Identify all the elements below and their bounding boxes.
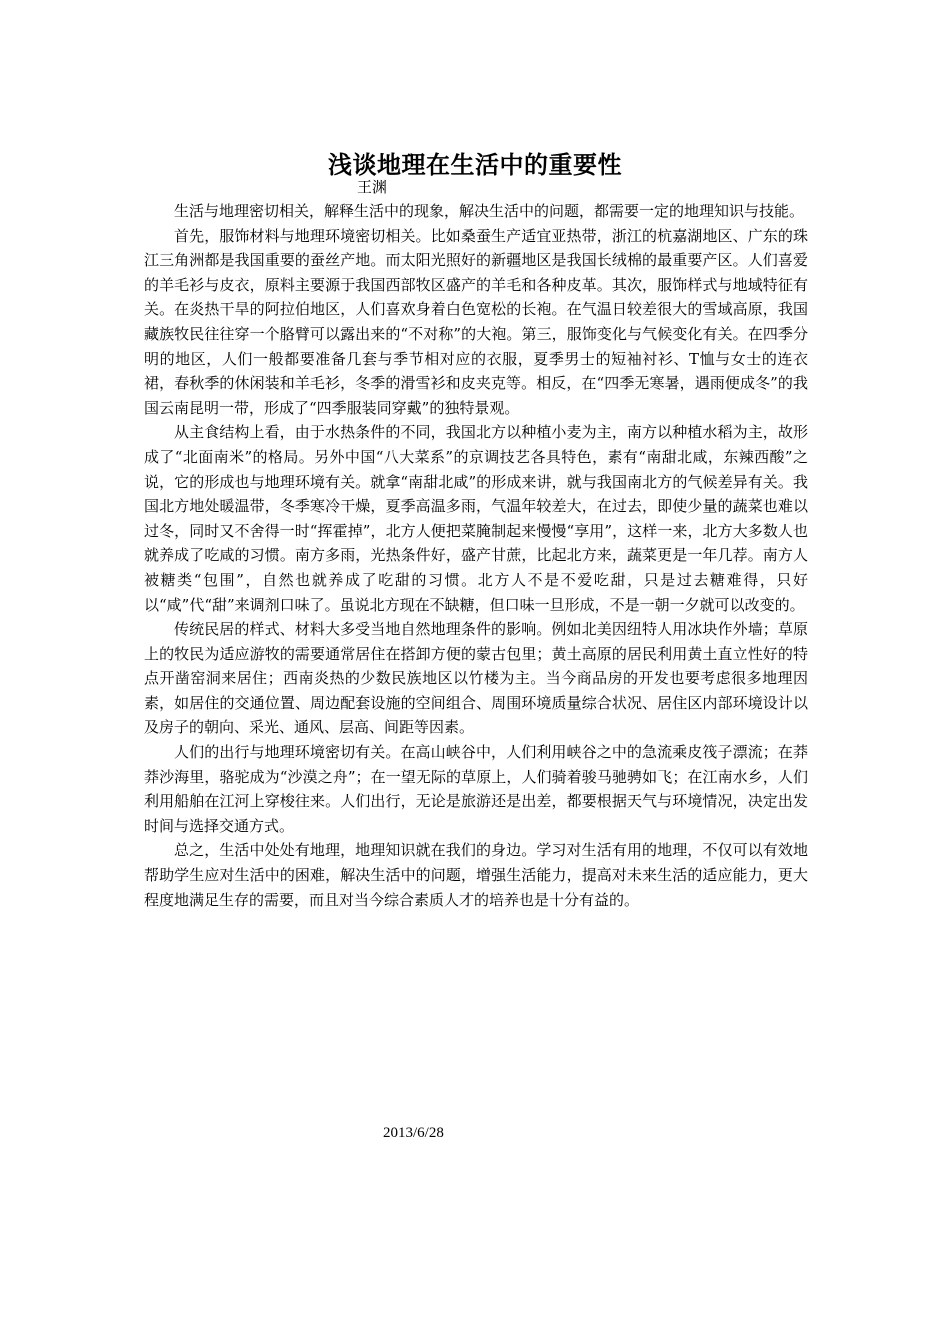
paragraph-conclusion: 总之，生活中处处有地理，地理知识就在我们的身边。学习对生活有用的地理，不仅可以有效地帮助学生应对生活中的困难，解决生活中的问题，增强生活能力，提高对未来生活的适应能力，更大程度地满足生存的需要，而且对当今综合素质人才的培养也是十分有益的。: [144, 841, 808, 909]
document-body: [144, 199, 808, 912]
document-title: 浅谈地理在生活中的重要性: [328, 150, 622, 180]
author-name: 王渊: [357, 178, 388, 196]
paragraph-travel: 人们的出行与地理环境密切有关。在高山峡谷中，人们利用峡谷之中的急流乘皮筏子漂流；在莽莽沙海里，骆驼成为“沙漠之舟”；在一望无际的草原上，人们骑着骏马驰骋如飞；在江南水乡，人们利用船舶在江河上穿梭往来。人们出行，无论是旅游还是出差，都要根据天气与环境情况，决定出发时间与选择交通方式。: [144, 743, 808, 835]
paragraph-food: 从主食结构上看，由于水热条件的不同，我国北方以种植小麦为主，南方以种植水稻为主，故形成了“北面南米”的格局。另外中国“八大菜系”的京调技艺各具特色，素有“南甜北咸，东辣西酸”之说，它的形成也与地理环境有关。就拿“南甜北咸”的形成来讲，就与我国南北方的气候差异有关。我国北方地处暖温带，冬季寒冷干燥，夏季高温多雨，气温年较差大，在过去，即使少量的蔬菜也难以过冬，同时又不舍得一时“挥霍掉”，北方人便把菜腌制起来慢慢“享用”，这样一来，北方大多数人也就养成了吃咸的习惯。南方多雨，光热条件好，盛产甘蔗，比起北方来，蔬菜更是一年几荐。南方人被糖类“包围”，自然也就养成了吃甜的习惯。北方人不是不爱吃甜，只是过去糖难得，只好以“咸”代“甜”来调剂口味了。虽说北方现在不缺糖，但口味一旦形成，不是一朝一夕就可以改变的。: [144, 423, 808, 614]
paragraph-clothing: 首先，服饰材料与地理环境密切相关。比如桑蚕生产适宜亚热带，浙江的杭嘉湖地区、广东的珠江三角洲都是我国重要的蚕丝产地。而太阳光照好的新疆地区是我国长绒棉的最重要产区。人们喜爱的羊毛衫与皮衣，原料主要源于我国西部牧区盛产的羊毛和各种皮革。其次，服饰样式与地域特征有关。在炎热干旱的阿拉伯地区，人们喜欢身着白色宽松的长袍。在气温日较差很大的雪域高原，我国藏族牧民往往穿一个胳臂可以露出来的“不对称”的大袍。第三，服饰变化与气候变化有关。在四季分明的地区，人们一般都要准备几套与季节相对应的衣服，夏季男士的短袖衬衫、T恤与女士的连衣裙，春秋季的休闲装和羊毛衫，冬季的滑雪衫和皮夹克等。相反，在“四季无寒暑，遇雨便成冬”的我国云南昆明一带，形成了“四季服装同穿戴”的独特景观。: [144, 226, 808, 417]
paragraph-intro: 生活与地理密切相关，解释生活中的现象，解决生活中的问题，都需要一定的地理知识与技能。: [174, 202, 805, 220]
document-date: 2013/6/28: [383, 1125, 444, 1141]
paragraph-housing: 传统民居的样式、材料大多受当地自然地理条件的影响。例如北美因纽特人用冰块作外墙；草原上的牧民为适应游牧的需要通常居住在搭卸方便的蒙古包里；黄土高原的居民利用黄土直立性好的特点开凿窑洞来居住；西南炎热的少数民族地区以竹楼为主。当今商品房的开发也要考虑很多地理因素，如居住的交通位置、周边配套设施的空间组合、周围环境质量综合状况、居住区内部环境设计以及房子的朝向、采光、通风、层高、间距等因素。: [144, 620, 808, 737]
